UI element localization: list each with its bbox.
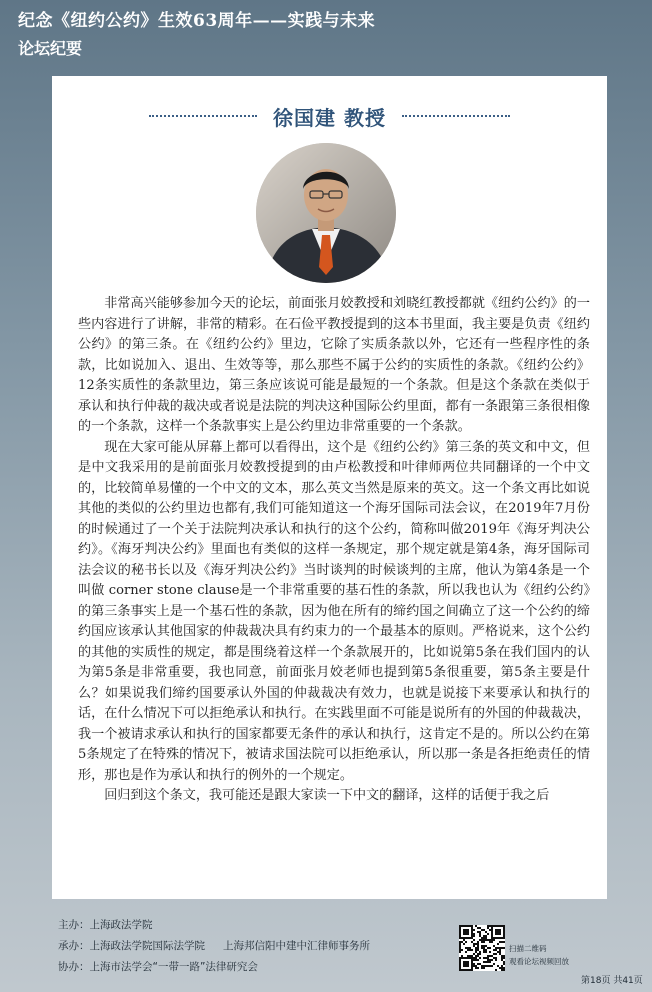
page-number: 第18页 共41页 [581,976,643,986]
page-title: 纪念《纽约公约》生效63周年——实践与未来 [18,11,376,31]
organizer-name-1: 上海政法学院国际法学院 [89,940,205,952]
organizer-name-2: 上海邦信阳中建中汇律师事务所 [223,940,370,952]
paragraph: 回归到这个条文，我可能还是跟大家读一下中文的翻译，这样的话便于我之后 [104,788,550,803]
host-name: 上海政法学院 [89,919,153,931]
co-organizer-name: 上海市法学会“一带一路”法律研究会 [89,961,258,973]
co-organizer-label: 协办： [58,961,90,973]
dotted-divider-left [149,115,257,117]
footer-organizers [58,915,370,978]
qr-code-icon[interactable] [459,925,505,971]
speaker-heading [52,102,607,130]
organizer-row [58,936,370,957]
page-subtitle: 论坛纪要 [18,39,83,58]
co-organizer-row [58,957,370,978]
host-row [58,915,370,936]
host-label: 主办： [58,919,90,931]
organizer-label: 承办： [58,940,90,952]
portrait-photo-icon [256,143,396,283]
content-card [52,76,607,899]
speaker-portrait [256,143,396,283]
dotted-divider-right [402,115,510,117]
qr-caption-line-1: 扫描二维码 [509,944,547,953]
qr-caption [509,942,569,968]
qr-caption-line-2: 观看论坛视频回放 [509,957,569,966]
article-body [78,294,590,807]
paragraph: 非常高兴能够参加今天的论坛，前面张月姣教授和刘晓红教授都就《纽约公约》的一些内容进行了讲解，非常的精彩。在石俭平教授提到的这本书里面，我主要是负责《纽约公约》的第三条。在《纽约公约》里边，它除了实质条款以外，它还有一些程序性的条款，比如说加入、退出、生效等等，那么那些不属于公约的实质性的条款。《纽约公约》12条实质性的条款里边，第三条应该说可能是最短的一个条款。但是这个条款在类似于承认和执行仲裁的裁决或者说是法院的判决这种国际公约里面，都有一条跟第三条很相像的一个条款，这样一个条款事实上是公约里边非常重要的一个条款。 [78,296,590,434]
paragraph: 现在大家可能从屏幕上都可以看得出，这个是《纽约公约》第三条的英文和中文，但是中文我采用的是前面张月姣教授提到的由卢松教授和叶律师两位共同翻译的一个中文的，比较简单易懂的一个中文的文本，那么英文当然是原来的英文。这一个条文再比如说其他的类似的公约里边也都有,我们可能知道这一个海牙国际司法会议，在2019年7月份的时候通过了一个关于法院判决承认和执行的这个公约，简称叫做2019年《海牙判决公约》。《海牙判决公约》里面也有类似的这样一条规定，那个规定就是第4条，海牙国际司法会议的秘书长以及《海牙判决公约》当时谈判的时候谈判的主席，他认为第4条是一个叫做 corner stone clause是一个非常重要的基石性的条款，所以我也认为《纽约公约》的第三条事实上是一个基石性的条款，因为他在所有的缔约国之间确立了这一个公约的缔约国应该承认其他国家的仲裁裁决具有约束力的一个最基本的原则。严格说来，这个公约的其他的实质性的规定，都是围绕着这样一个条款展开的，比如说第5条在我们国内的认为第5条是非常重要，我也同意，前面张月姣老师也提到第5条很重要，第5条主要是什么？如果说我们缔约国要承认外国的仲裁裁决有效力，也就是说接下来要承认和执行的话，在什么情况下可以拒绝承认和执行。在实践里面不可能是说所有的外国的仲裁裁决，我一个被请求承认和执行的国家都要无条件的承认和执行，这肯定不是的。所以公约在第5条规定了在特殊的情况下，被请求国法院可以拒绝承认，所以那一条是各拒绝责任的情形，那也是作为承认和执行的例外的一个规定。 [78,439,590,783]
speaker-name: 徐国建 教授 [273,105,386,130]
